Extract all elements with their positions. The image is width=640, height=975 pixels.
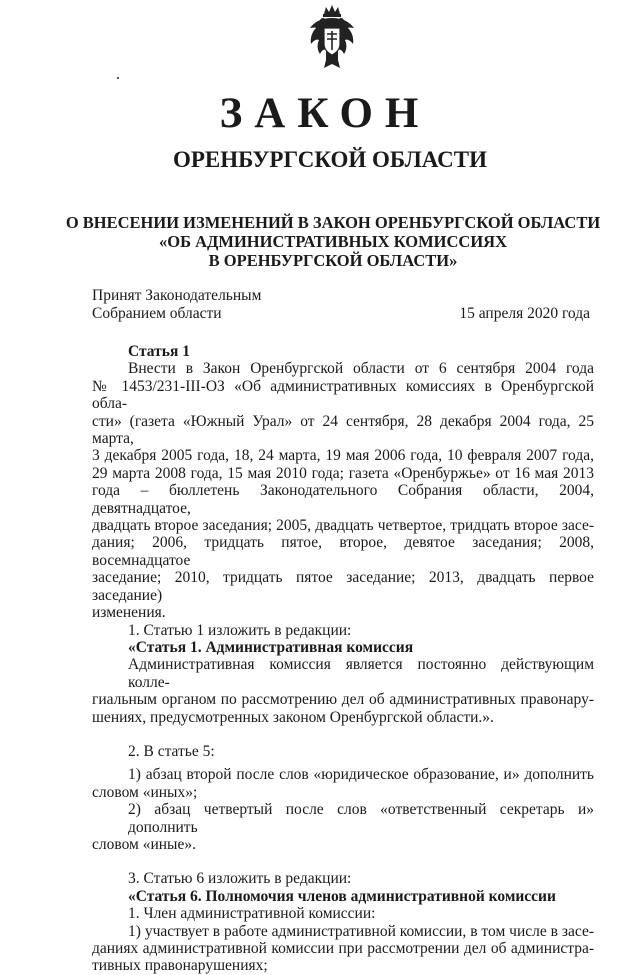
amendment-item-3: 3. Статью 6 изложить в редакции:: [128, 870, 352, 888]
amendment-subitem-1: [92, 766, 594, 801]
body-line: 1) участвует в работе административной комиссии, в том числе в засе-: [128, 922, 594, 940]
body-line: 3 декабря 2005 года, 18, 24 марта, 19 мая 2006 года, 10 февраля 2007 года,: [92, 447, 594, 465]
adoption-line: Собранием области: [92, 305, 222, 322]
body-line: Внести в Закон Оренбургской области от 6 сентября 2004 года: [128, 360, 594, 378]
heading-line: О ВНЕСЕНИИ ИЗМЕНЕНИЙ В ЗАКОН ОРЕНБУРГСКОЙ ОБЛАСТИ: [65, 213, 601, 232]
amendment-item-2: 2. В статье 5:: [128, 742, 215, 760]
spacer: [92, 853, 594, 870]
coat-of-arms-emblem: [306, 4, 358, 70]
body-line: гиальным органом по рассмотрению дел об административных правонару-: [92, 691, 594, 709]
body-line: словом «иные».: [92, 835, 196, 853]
quoted-article-title: «Статья 1. Административная комиссия: [128, 638, 414, 656]
adoption-note: [92, 287, 261, 323]
law-title: ЗАКОН: [219, 90, 431, 137]
body-line: шениях, предусмотренных законом Оренбургской области.».: [92, 708, 494, 726]
body-line: № 1453/231-III-ОЗ «Об административных комиссиях в Оренбургской обла-: [92, 377, 594, 413]
amendment-subitem-2: [92, 801, 594, 853]
amendment-item-1: 1. Статью 1 изложить в редакции:: [128, 621, 352, 639]
body-line: двадцать второе заседания; 2005, двадцать четвертое, тридцать второе засе-: [92, 517, 594, 535]
adoption-line: Принят Законодательным: [92, 287, 262, 304]
article-intro: [92, 360, 594, 621]
body-line: Административная комиссия является постоянно действующим колле-: [128, 656, 594, 691]
law-region: ОРЕНБУРГСКОЙ ОБЛАСТИ: [172, 147, 488, 172]
body-line: 2) абзац четвертый после слов «ответственный секретарь и» дополнить: [128, 801, 594, 836]
document-body: [92, 343, 594, 975]
body-line: тивных правонарушениях;: [92, 957, 268, 975]
body-line: изменения.: [92, 604, 166, 622]
body-line: словом «иных»;: [92, 783, 198, 801]
body-line: 29 марта 2008 года, 15 мая 2010 года; газета «Оренбуржье» от 16 мая 2013: [92, 464, 594, 482]
body-line: 1. Член административной комиссии:: [128, 905, 376, 923]
quoted-article-text: [92, 656, 594, 726]
spacer: [92, 726, 594, 743]
article-title: Статья 1: [128, 343, 190, 360]
body-line: заседание; 2010, тридцать пятое заседание; 2013, двадцать первое заседание): [92, 569, 594, 604]
body-line: 1) абзац второй после слов «юридическое образование, и» дополнить: [128, 766, 594, 784]
scan-speck: [117, 77, 119, 79]
body-line: дания; 2006, тридцать пятое, второе, девятое заседания; 2008, восемнадцатое: [92, 534, 594, 569]
heading-line: «ОБ АДМИНИСТРАТИВНЫХ КОМИССИЯХ: [158, 232, 508, 251]
amendment-subitem-1: [92, 923, 594, 975]
adoption-date: 15 апреля 2020 года: [459, 305, 590, 322]
body-line: даниях административной комиссии при рассмотрении дел об администра-: [92, 940, 594, 957]
heading-line: В ОРЕНБУРГСКОЙ ОБЛАСТИ»: [208, 251, 458, 270]
body-line: года – бюллетень Законодательного Собрания области, 2004, девятнадцатое,: [92, 482, 594, 517]
quoted-article-title: «Статья 6. Полномочия членов административной комиссии: [128, 887, 556, 905]
body-line: сти» (газета «Южный Урал» от 24 сентября, 28 декабря 2004 года, 25 марта,: [92, 412, 594, 448]
law-heading: [0, 213, 640, 270]
